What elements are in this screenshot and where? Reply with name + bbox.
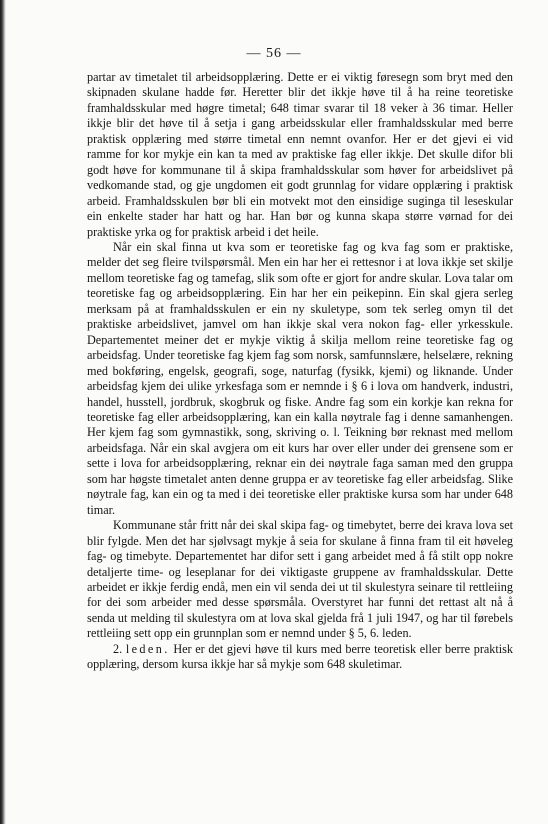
paragraph-4	[87, 642, 513, 673]
paragraph-3: Kommunane står fritt når dei skal skipa fag- og timebytet, berre dei krava lova set blir fylgde. Men det har sjølvsagt mykje å seia for skulane å finna fram til eit høveleg fag- og timebyte. Departementet har difor sett i gang arbeidet med å få stilt opp nokre detaljerte time- og leseplanar for dei viktigaste gruppene av framhaldsskular. Dette arbeidet er ikkje ferdig endå, men ein vil senda dei ut til skulestyra seinare til rettleiing for dei som arbeider med desse spørsmåla. Overstyret har funni det rettast alt nå å senda ut melding til skulestyra om at lova skal gjelda frå 1 juli 1947, og har til førebels rettleiing sett opp ein grunnplan som er nemnd under § 5, 6. leden.	[87, 518, 513, 641]
page-number: — 56 —	[246, 46, 302, 61]
scan-edge	[0, 0, 6, 824]
body-text	[87, 70, 513, 673]
paragraph-4-spaced-word: leden.	[125, 641, 170, 656]
paragraph-2: Når ein skal finna ut kva som er teoretiske fag og kva fag som er praktiske, melder det seg fleire tvilspørsmål. Men ein har her ei rettesnor i at lova ikkje set skilje mellom teoretiske fag og tamefag, slik som ofte er gjort for andre skular. Lova talar om teoretiske fag og arbeidsopplæring. Ein har her ein peikepinn. Ein skal gjera serleg merksam på at framhaldsskulen er ein ny skuletype, som tek serleg omyn til det praktiske arbeidslivet, jamvel om han ikkje skal vera nokon fag- eller yrkesskule. Departementet meiner det er mykje viktig å skilja mellom reine teoretiske fag og arbeidsfag. Under teoretiske fag kjem fag som norsk, samfunnslære, helselære, rekning med bokføring, engelsk, geografi, soge, naturfag (fysikk, kjemi) og liknande. Under arbeidsfag kjem dei ulike yrkesfaga som er nemnde i § 6 i lova om handverk, industri, handel, husstell, jordbruk, skogbruk og fiske. Andre fag som ein korkje kan rekna for teoretiske fag eller arbeidsopplæring, kan ein kalla nøytrale fag i denne samanhengen. Her kjem fag som gymnastikk, song, skriving o. l. Teikning bør reknast med mellom arbeidsfaga. Når ein skal avgjera om eit kurs har over eller under dei grensene som er sette i lova for arbeidsopplæring, reknar ein dei nøytrale faga saman med den gruppa som har høgste timetalet anten denne gruppa er av teoretiske fag eller arbeidsfag. Slike nøytrale fag, kan ein og ta med i dei teoretiske eller praktiske kursa som har under 648 timar.	[87, 239, 513, 517]
paragraph-4-lead: 2.	[113, 641, 123, 656]
paragraph-4-rest: Her er det gjevi høve til kurs med berre teoretisk eller berre praktisk opplæring, dersom kursa ikkje har så mykje som 648 skuletimar.	[87, 641, 514, 672]
paragraph-1: partar av timetalet til arbeidsopplæring. Dette er ei viktig føresegn som bryt med den skipnaden skulane hadde før. Heretter blir det ikkje høve til å ha reine teoretiske framhaldsskular med høgre timetal; 648 timar svarar til 18 veker à 36 timar. Heller ikkje blir det høve til å setja i gang arbeidsskular eller framhaldsskular med berre praktisk opplæring med større timetal enn nemnt ovanfor. Her er det gjevi ei vid ramme for kor mykje ein kan ta med av praktiske fag eller ikkje. Det skulle difor bli godt høve for kommunane til å skipa framhaldsskular som høver for arbeidslivet på vedkomande stad, og gje ungdomen eit godt grunnlag for vidare opplæring i praktisk arbeid. Framhaldsskulen bør bli ein motvekt mot den einsidige suginga til leseskular ein enkelte stader har hatt og har. Han bør og kunna skapa større vørnad for dei praktiske yrka og for praktisk arbeid i det heile.	[87, 70, 513, 239]
